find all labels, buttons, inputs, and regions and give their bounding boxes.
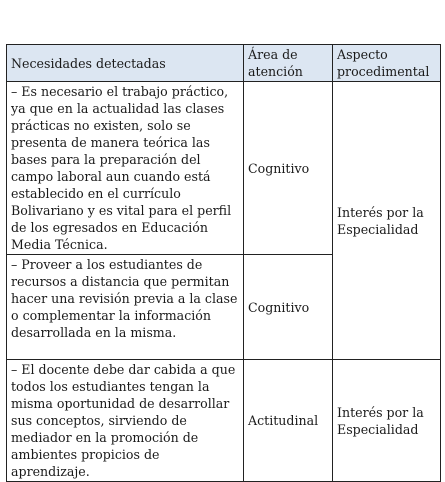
area-cell: Cognitivo — [244, 255, 333, 360]
aspecto-cell: Interés por la Especialidad — [333, 360, 441, 482]
area-cell: Cognitivo — [244, 82, 333, 255]
necesidad-cell: – El docente debe dar cabida a que todos los estudiantes tengan la misma oportunidad de desarrollar sus conceptos, sirviendo de mediador en la promoción de ambientes propicios de aprendizaje. — [7, 360, 244, 482]
table-row — [7, 360, 441, 482]
area-cell: Actitudinal — [244, 360, 333, 482]
aspecto-cell: Interés por la Especialidad — [333, 82, 441, 360]
necesidad-cell: – Proveer a los estudiantes de recursos a distancia que permitan hacer una revisión previa a la clase o complementar la información desarrollada en la misma. — [7, 255, 244, 360]
table-header-row — [7, 45, 441, 82]
header-area: Área de atención — [244, 45, 333, 82]
table-row — [7, 82, 441, 255]
needs-table — [6, 44, 441, 482]
header-necesidades: Necesidades detectadas — [7, 45, 244, 82]
necesidad-cell: – Es necesario el trabajo práctico, ya que en la actualidad las clases prácticas no existen, solo se presenta de manera teórica las bases para la preparación del campo laboral aun cuando está establecido en el currículo Bolivariano y es vital para el perfil de los egresados en Educación Media Técnica. — [7, 82, 244, 255]
header-aspecto: Aspecto procedimental — [333, 45, 441, 82]
